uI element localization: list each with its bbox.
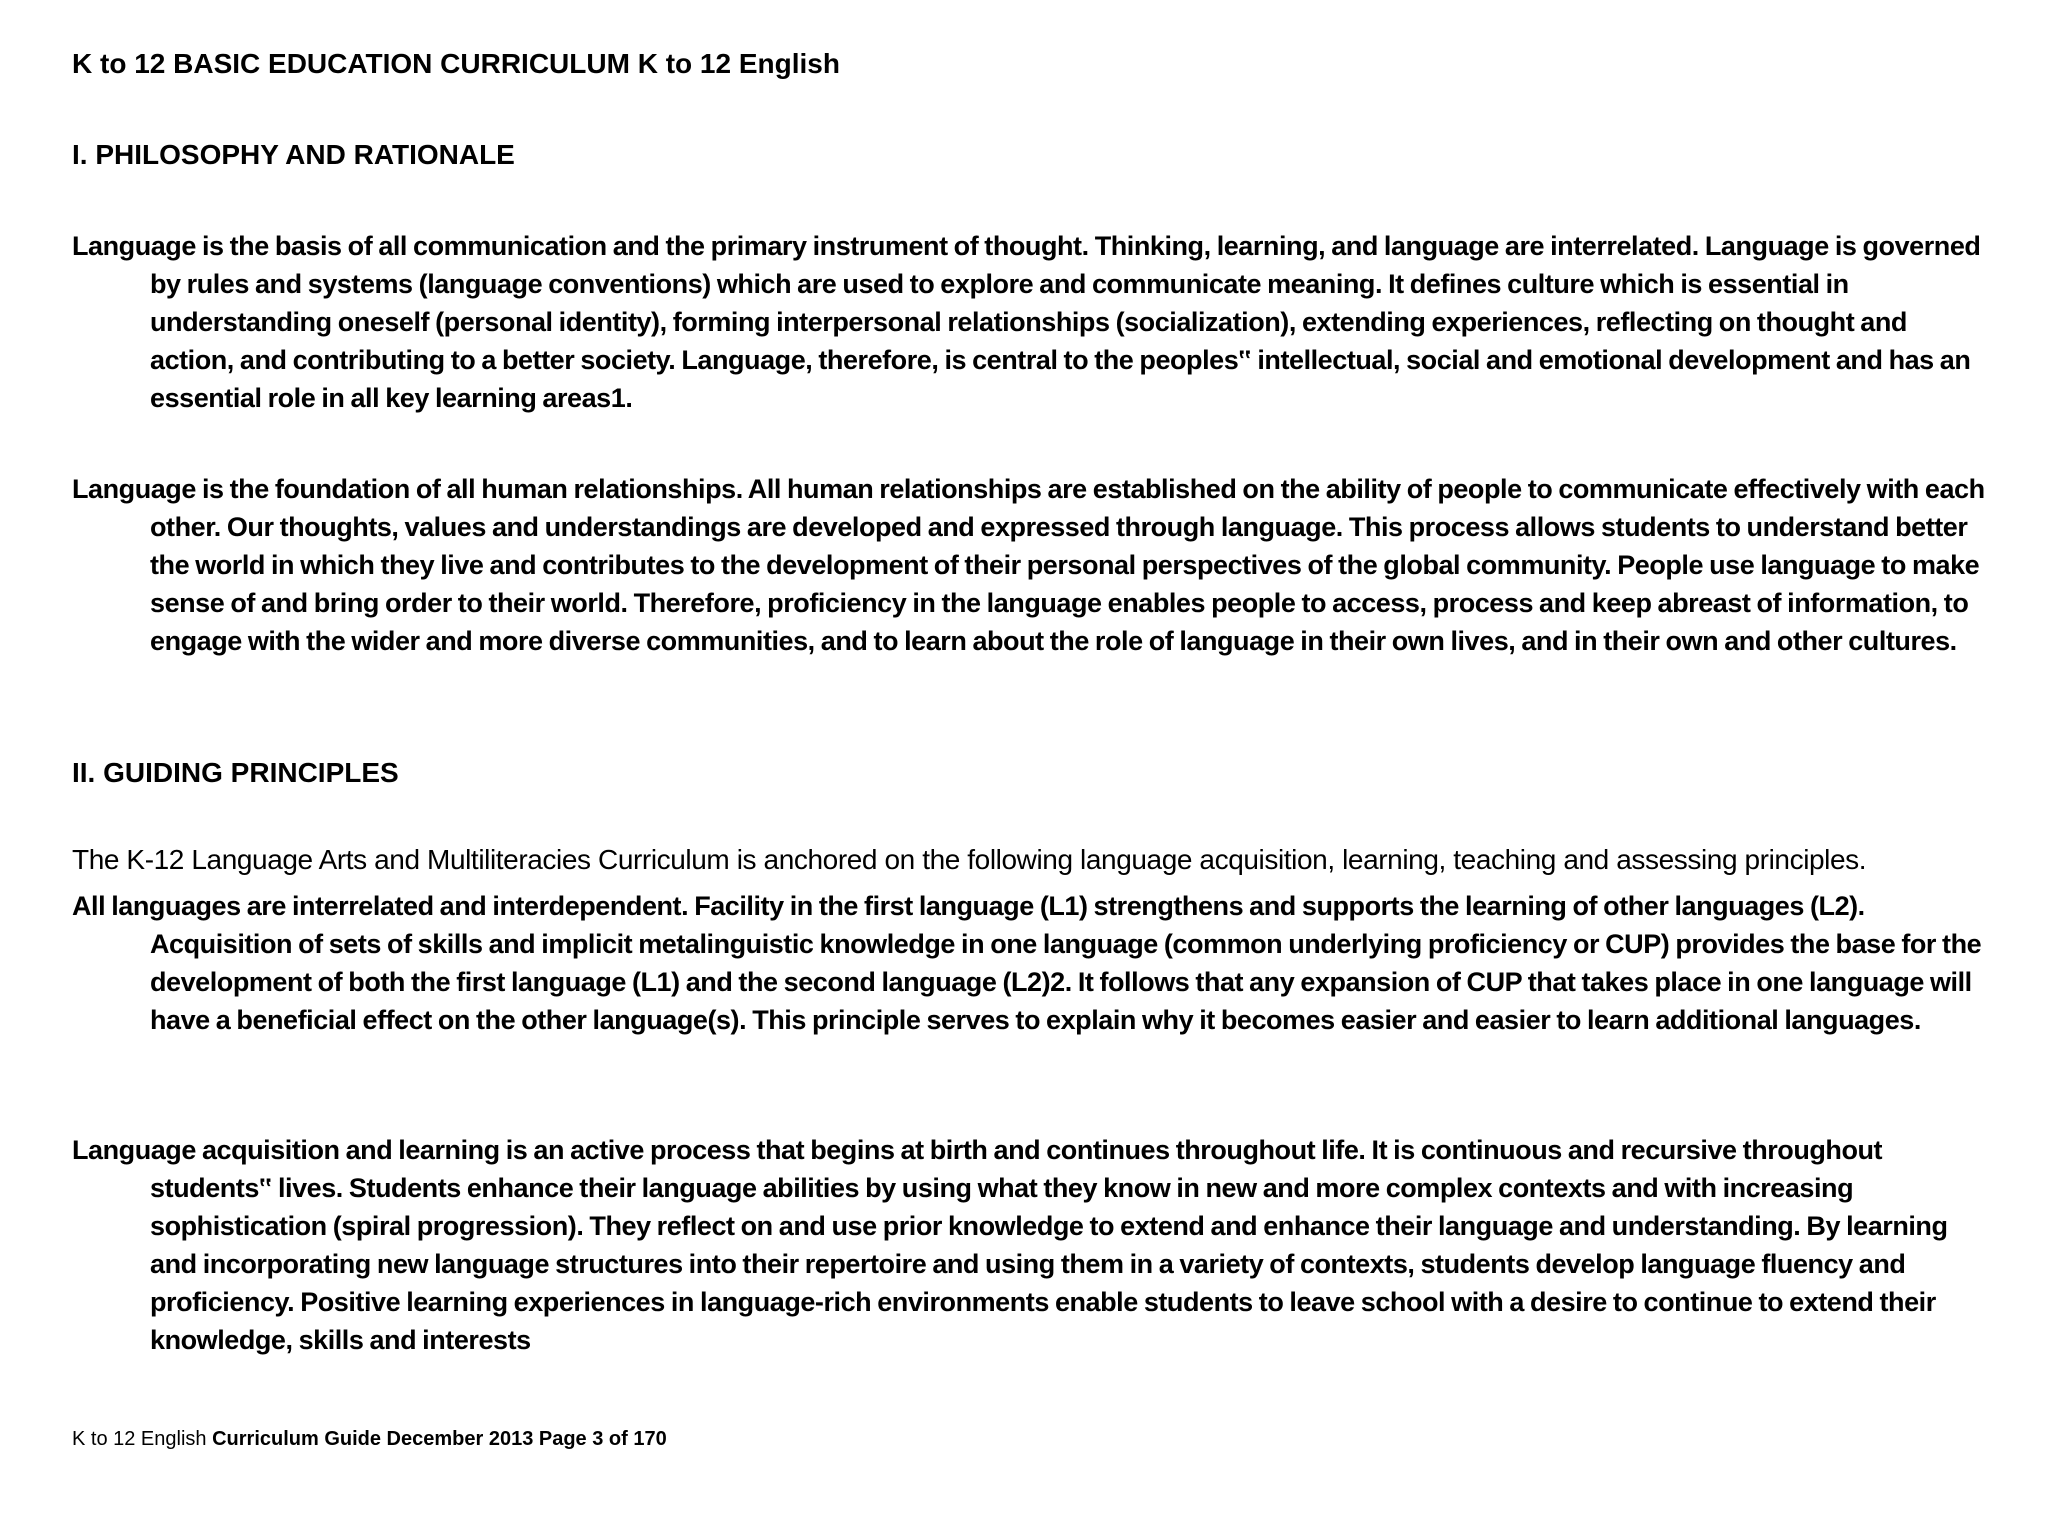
section-heading-philosophy: I. PHILOSOPHY AND RATIONALE <box>72 139 515 170</box>
footer-suffix: Curriculum Guide December 2013 Page 3 of 170 <box>212 1428 667 1450</box>
principles-intro: The K-12 Language Arts and Multiliteracies Curriculum is anchored on the following language acquisition, learning, teaching and assessing principles. <box>72 844 1867 875</box>
paragraph-languages-interrelated: All languages are interrelated and interdependent. Facility in the first language (L1) strengthens and supports the learning of other languages (L2). Acquisition of sets of skills and implicit metalinguistic knowledge in one language (common underlying proficiency or CUP) provides the base for the development of both the first language (L1) and the second language (L2)2. It follows that any expansion of CUP that takes place in one language will have a beneficial effect on the other language(s). This principle serves to explain why it becomes easier and easier to learn additional languages. <box>72 891 1982 1035</box>
footer-prefix: K to 12 English <box>72 1428 207 1450</box>
paragraph-language-foundation: Language is the foundation of all human relationships. All human relationships are established on the ability of people to communicate effectively with each other. Our thoughts, values and understandings are developed and expressed through language. This process allows students to understand better the world in which they live and contributes to the development of their personal perspectives of the global community. People use language to make sense of and bring order to their world. Therefore, proficiency in the language enables people to access, process and keep abreast of information, to engage with the wider and more diverse communities, and to learn about the role of language in their own lives, and in their own and other cultures. <box>72 474 1985 656</box>
document-title: K to 12 BASIC EDUCATION CURRICULUM K to 12 English <box>72 48 840 79</box>
page-footer <box>72 1426 667 1452</box>
paragraph-language-basis: Language is the basis of all communication and the primary instrument of thought. Thinking, learning, and language are interrelated. Language is governed by rules and systems (language conventions) which are used to explore and communicate meaning. It defines culture which is essential in understanding oneself (personal identity), forming interpersonal relationships (socialization), extending experiences, reflecting on thought and action, and contributing to a better society. Language, therefore, is central to the peoples‟ intellectual, social and emotional development and has an essential role in all key learning areas1. <box>72 231 1981 413</box>
section-heading-principles: II. GUIDING PRINCIPLES <box>72 757 399 788</box>
paragraph-language-acquisition: Language acquisition and learning is an active process that begins at birth and continues throughout life. It is continuous and recursive throughout students‟ lives. Students enhance their language abilities by using what they know in new and more complex contexts and with increasing sophistication (spiral progression). They reflect on and use prior knowledge to extend and enhance their language and understanding. By learning and incorporating new language structures into their repertoire and using them in a variety of contexts, students develop language fluency and proficiency. Positive learning experiences in language-rich environments enable students to leave school with a desire to continue to extend their knowledge, skills and interests <box>72 1135 1948 1355</box>
